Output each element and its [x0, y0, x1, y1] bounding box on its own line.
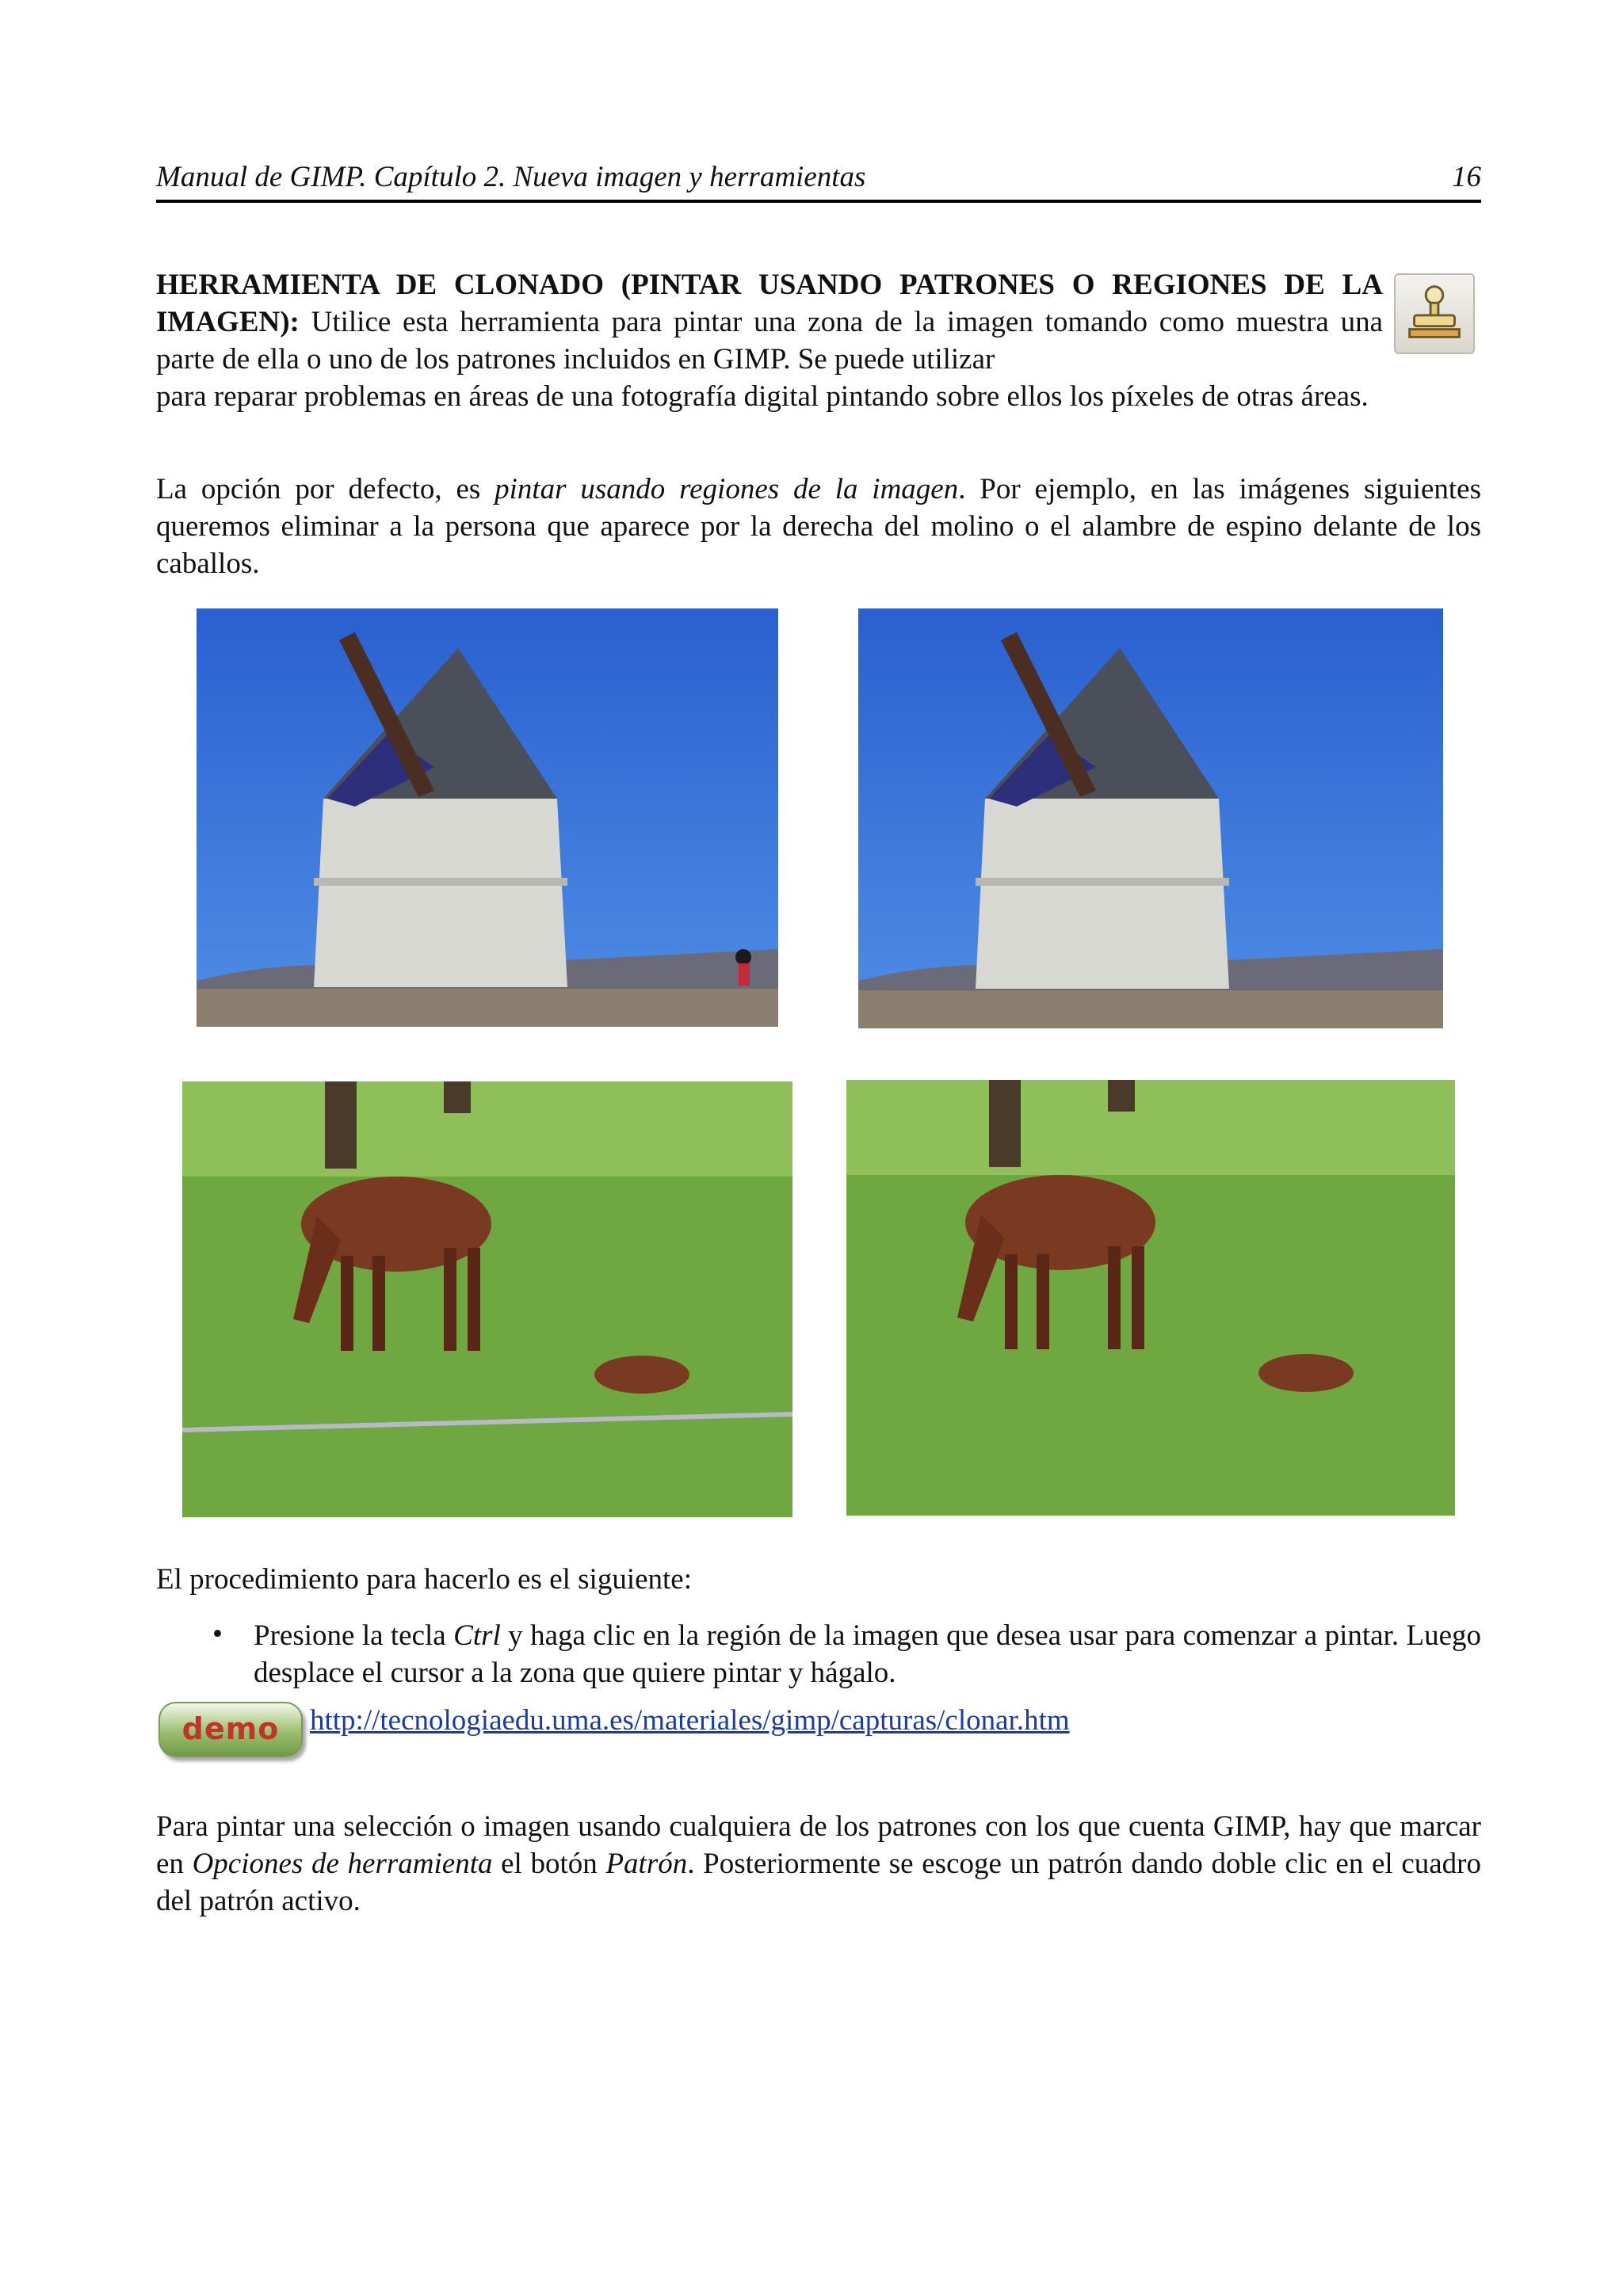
- paragraph-default-option: La opción por defecto, es pintar usando regiones de la imagen. Por ejemplo, en las imágenes siguientes queremos eliminar a la persona que aparece por la derecha del molino o el alambre de espino delante de los caballos.: [156, 473, 1481, 580]
- intro-text: Utilice esta herramienta para pintar una zona de la imagen tomando como muestra una parte de ella o uno de los patrones incluidos en GIMP. Se puede utilizar: [156, 306, 1383, 376]
- clone-stamp-icon: [1394, 273, 1475, 354]
- section-heading: HERRAMIENTA DE CLONADO (PINTAR USANDO PATRONES O REGIONES DE LA IMAGEN):: [156, 269, 1383, 338]
- windmill-after-image: [858, 608, 1443, 1028]
- emphasis-tool-options: Opciones de herramienta: [192, 1848, 493, 1880]
- horses-before-image: [182, 1081, 792, 1517]
- procedure-step: Presione la tecla Ctrl y haga clic en la región de la imagen que desea usar para comenzar a pintar. Luego desplace el cursor a la zona que quiere pintar y hágalo.: [254, 1619, 1482, 1689]
- tool-description-continued: para reparar problemas en áreas de una fotografía digital pintando sobre ellos los píxeles de otras áreas.: [156, 380, 1369, 413]
- page-number: 16: [1452, 161, 1481, 193]
- page-header: [156, 155, 1481, 203]
- horses-after-image: [846, 1080, 1455, 1516]
- emphasis-region-painting: pintar usando regiones de la imagen: [495, 473, 959, 505]
- header-title: Manual de GIMP. Capítulo 2. Nueva imagen y herramientas: [156, 161, 866, 193]
- ctrl-key: Ctrl: [453, 1619, 501, 1652]
- bullet-marker: •: [212, 1618, 223, 1650]
- demo-link[interactable]: http://tecnologiaedu.uma.es/materiales/gimp/capturas/clonar.htm: [310, 1704, 1070, 1737]
- emphasis-pattern: Patrón: [605, 1848, 688, 1880]
- windmill-before-image: [197, 608, 778, 1027]
- demo-button-label: demo: [181, 1711, 280, 1746]
- tool-description: [156, 266, 1383, 378]
- procedure-intro: El procedimiento para hacerlo es el siguiente:: [156, 1563, 693, 1596]
- paragraph-patterns: Para pintar una selección o imagen usando cualquiera de los patrones con los que cuenta GIMP, hay que marcar en Opciones de herramienta el botón Patrón. Posteriormente se escoge un patrón dando doble clic en el cuadro del patrón activo.: [156, 1810, 1481, 1917]
- demo-button[interactable]: [158, 1702, 303, 1757]
